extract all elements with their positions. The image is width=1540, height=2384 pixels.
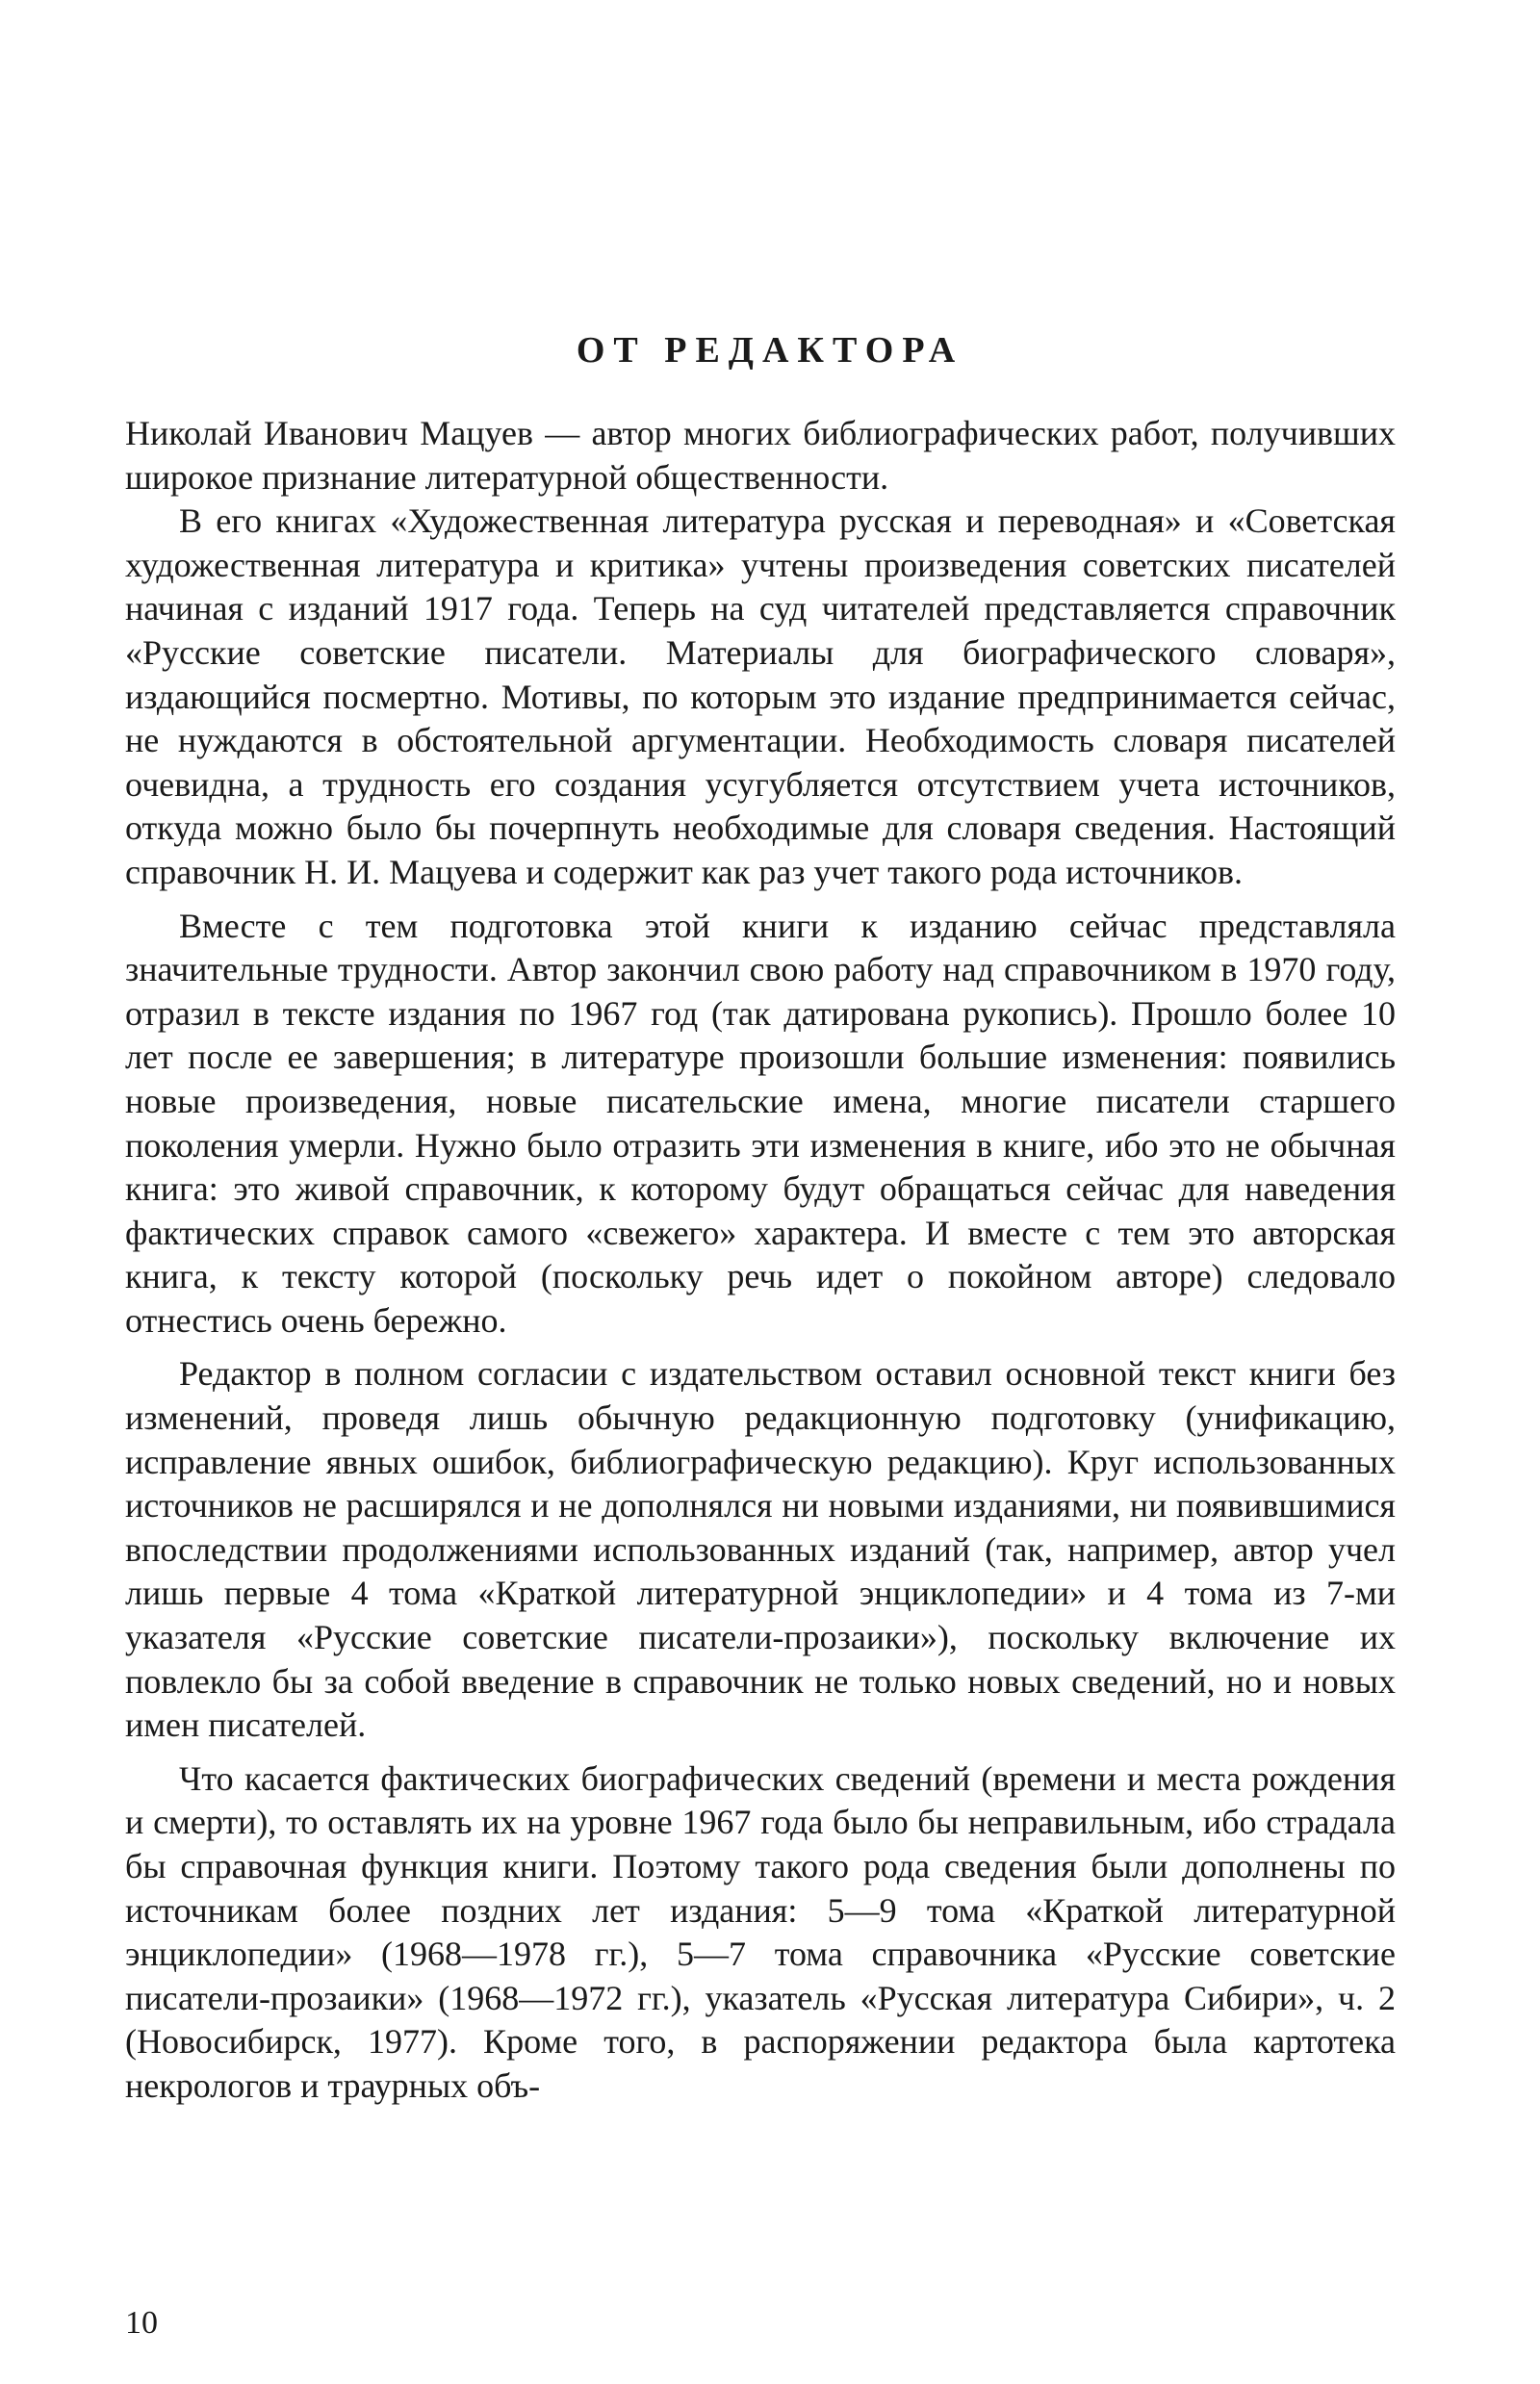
paragraph-editor: Редактор в полном согласии с издательством оставил основной текст книги без изменений, проведя лишь обычную редакционную подготовку (унификацию, исправление явных ошибок, библиографическую редакцию). Круг использованных источников не расширялся и не дополнялся ни новыми изданиями, ни появившимися впоследствии продолжениями использованных изданий (так, например, автор учел лишь первые 4 тома «Краткой литературной энциклопедии» и 4 тома из 7-ми указателя «Русские советские писатели-прозаики»), поскольку включение их повлекло бы за собой введение в справочник не только новых сведений, но и новых имен писателей. xyxy=(125,1354,1396,1745)
paragraph-preparation: Вместе с тем подготовка этой книги к изданию сейчас представляла значительные трудности. Автор закончил свою работу над справочником в 1970 году, отразил в тексте издания по 1967 год (так датирована рукопись). Прошло более 10 лет после ее завершения; в литературе произошли большие изменения: появились новые произведения, новые писательские имена, многие писатели старшего поколения умерли. Нужно было отразить эти изменения в книге, ибо это не обычная книга: это живой справочник, к которому будут обращаться сейчас для наведения фактических справок самого «свежего» характера. И вместе с тем это авторская книга, к тексту которой (поскольку речь идет о покойном авторе) следовало отнестись очень бережно. xyxy=(125,906,1396,1340)
paragraph-intro: Николай Иванович Мацуев — автор многих библиографических работ, получивших широкое признание литературной общественности. xyxy=(125,414,1396,497)
paragraph-books: В его книгах «Художественная литература русская и переводная» и «Советская художественная литература и критика» учтены произведения советских писателей начиная с изданий 1917 года. Теперь на суд читателей представляется справочник «Русские советские писатели. Материалы для биографического словаря», издающийся посмертно. Мотивы, по которым это издание предпринимается сейчас, не нуждаются в обстоятельной аргументации. Необходимость словаря писателей очевидна, а трудность его создания усугубляется отсутствием учета источников, откуда можно было бы почерпнуть необходимые для словаря сведения. Настоящий справочник Н. И. Мацуева и содержит как раз учет такого рода источников. xyxy=(125,501,1396,891)
paragraph-biographical: Что касается фактических биографических сведений (времени и места рождения и смерти), то оставлять их на уровне 1967 года было бы неправильным, ибо страдала бы справочная функция книги. Поэтому такого рода сведения были дополнены по источникам более поздних лет издания: 5—9 тома «Краткой литературной энциклопедии» (1968—1978 гг.), 5—7 тома справочника «Русские советские писатели-прозаики» (1968—1972 гг.), указатель «Русская литература Сибири», ч. 2 (Новосибирск, 1977). Кроме того, в распоряжении редактора была картотека некрологов и траурных объ- xyxy=(125,1758,1396,2105)
page-title: ОТ РЕДАКТОРА xyxy=(576,330,964,371)
page-number: 10 xyxy=(125,2305,158,2341)
body-text xyxy=(125,412,1396,2109)
